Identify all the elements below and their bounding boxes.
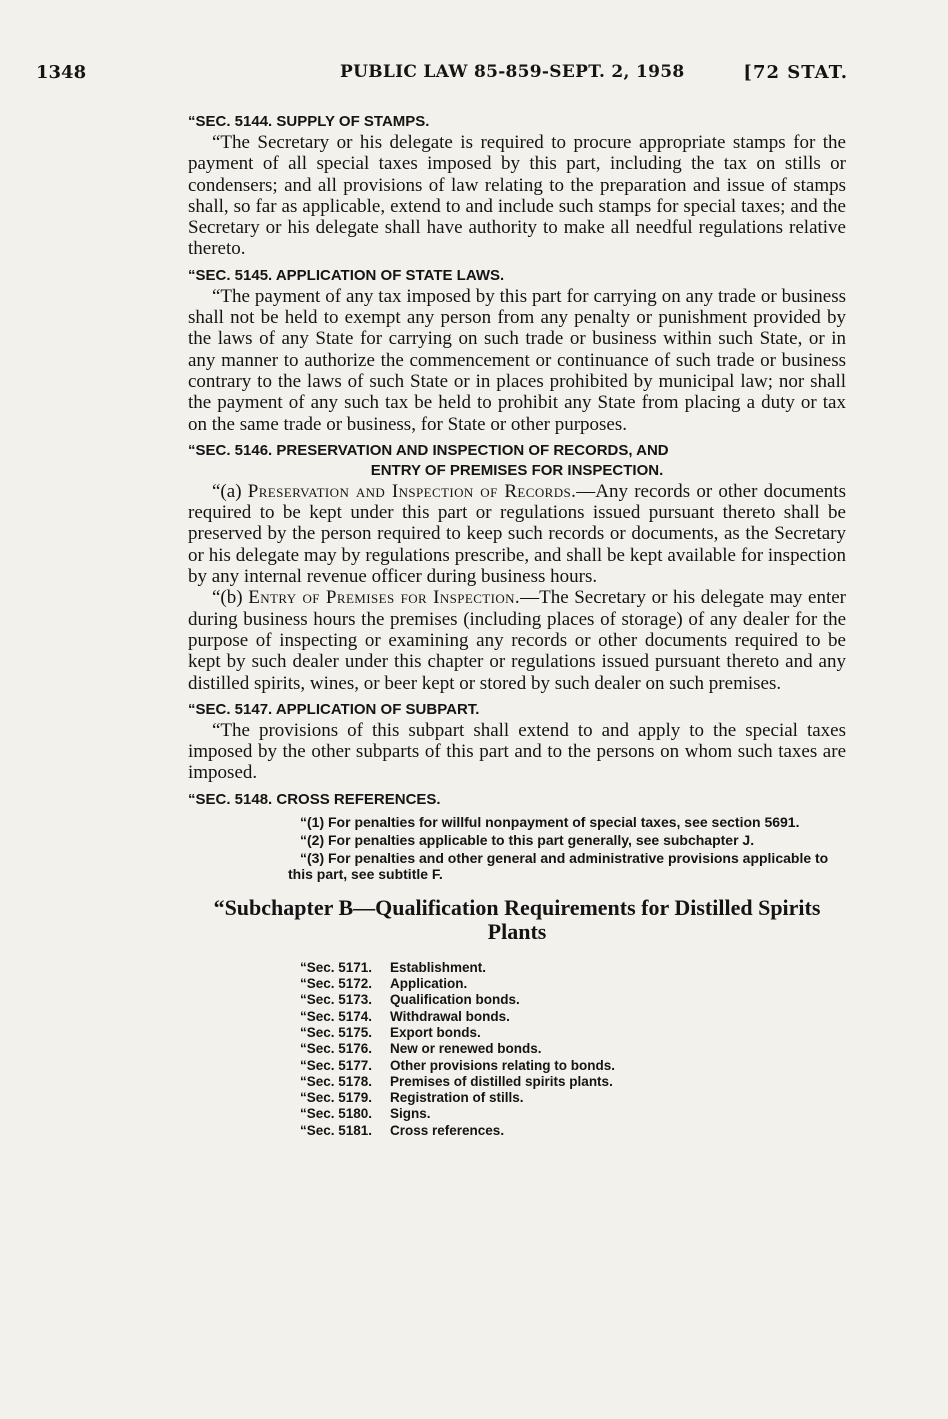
section-5145-body: “The payment of any tax imposed by this part for carrying on any trade or business shall not be held to exempt any person from any penalty or punishment provided by the laws of any State for carrying on such trade or business within such State, or in any manner to authorize the commencement or continuance of such trade or business contrary to the laws of such State or in places prohibited by municipal law; nor shall the payment of any such tax be held to prohibit any State from placing a duty or tax on the same trade or business, for State or other purposes. [188, 285, 846, 435]
section-5146-subsection-a [188, 481, 846, 587]
subsection-a-body: —Any records or other documents required to be kept under this part or regulations issued pursuant thereto shall be preserved by the person required to keep such records or documents, as the Secretary or his delegate may by regulations prescribe, and shall be kept available for inspection by any internal revenue officer during business hours. [188, 480, 846, 588]
section-5147-heading: “SEC. 5147. APPLICATION OF SUBPART. [188, 700, 480, 718]
toc-section-title: Qualification bonds. [390, 992, 520, 1008]
section-5146-heading-line1: “SEC. 5146. PRESERVATION AND INSPECTION OF RECORDS, AND [188, 441, 669, 459]
cross-reference-2: “(2) For penalties applicable to this part generally, see subchapter J. [300, 831, 755, 848]
toc-row [300, 960, 846, 976]
toc-section-number: “Sec. 5180. [300, 1106, 373, 1122]
toc-section-title: Premises of distilled spirits plants. [390, 1073, 613, 1089]
toc-row [300, 1041, 846, 1057]
toc-row [300, 1106, 846, 1122]
toc-row [300, 1123, 846, 1139]
toc-section-number: “Sec. 5179. [300, 1090, 373, 1106]
section-5146-heading [188, 441, 846, 461]
toc-section-number: “Sec. 5172. [300, 976, 373, 992]
toc-section-number: “Sec. 5178. [300, 1073, 373, 1089]
toc-row [300, 1058, 846, 1074]
section-5145-heading: “SEC. 5145. APPLICATION OF STATE LAWS. [188, 266, 505, 284]
cross-references [188, 814, 846, 882]
toc-row [300, 992, 846, 1008]
section-5147-body: “The provisions of this subpart shall extend to and apply to the special taxes imposed by the other subparts of this part and to the persons on whom such taxes are imposed. [188, 719, 846, 784]
subchapter-b-title: “Subchapter B—Qualification Requirements for Distilled Spirits Plants [213, 894, 821, 944]
cross-reference-3: “(3) For penalties and other general and administrative provisions applicable to this part, see subtitle F. [288, 849, 829, 882]
page-number: 1348 [36, 62, 87, 83]
toc-section-title: Application. [390, 976, 468, 992]
toc-row [300, 1009, 846, 1025]
toc-section-number: “Sec. 5174. [300, 1008, 373, 1024]
section-5144-heading: “SEC. 5144. SUPPLY OF STAMPS. [188, 113, 430, 130]
subchapter-table-of-contents [188, 960, 846, 1139]
toc-section-number: “Sec. 5175. [300, 1024, 373, 1040]
toc-section-number: “Sec. 5173. [300, 992, 373, 1008]
section-5146-heading-line2: ENTRY OF PREMISES FOR INSPECTION. [370, 461, 664, 479]
toc-section-number: “Sec. 5171. [300, 959, 373, 975]
toc-section-title: Export bonds. [390, 1024, 481, 1040]
toc-section-number: “Sec. 5177. [300, 1057, 373, 1073]
toc-section-title: New or renewed bonds. [390, 1041, 542, 1057]
toc-section-number: “Sec. 5181. [300, 1122, 373, 1138]
section-5146-subsection-b [188, 587, 846, 693]
cross-reference-1: “(1) For penalties for willful nonpayment of special taxes, see section 5691. [300, 813, 800, 830]
toc-section-number: “Sec. 5176. [300, 1041, 373, 1057]
toc-section-title: Other provisions relating to bonds. [390, 1057, 616, 1073]
toc-section-title: Establishment. [390, 959, 487, 975]
running-title: PUBLIC LAW 85-859-SEPT. 2, 1958 [340, 62, 685, 82]
toc-section-title: Withdrawal bonds. [390, 1008, 510, 1024]
toc-row [300, 976, 846, 992]
subsection-b-prefix: “(b) [212, 587, 249, 609]
volume-citation: [72 STAT. [743, 62, 848, 83]
toc-section-title: Signs. [390, 1106, 431, 1122]
toc-row [300, 1090, 846, 1106]
subsection-a-title: Preservation and Inspection of Records. [247, 480, 577, 502]
subsection-a-prefix: “(a) [212, 480, 248, 502]
main-text [188, 112, 846, 1139]
section-5146-heading-cont [188, 461, 846, 481]
page-header [36, 62, 848, 86]
subsection-b-title: Entry of Premises for Inspection. [248, 587, 521, 609]
toc-row [300, 1074, 846, 1090]
subsection-b-body: —The Secretary or his delegate may enter during business hours the premises (including places of storage) of any dealer for the purpose of inspecting or examining any records or other documents required to be kept by such dealer under this chapter or regulations issued pursuant thereto and any distilled spirits, wines, or beer kept or stored by such dealer on such premises. [188, 587, 847, 694]
toc-section-title: Cross references. [390, 1122, 505, 1138]
section-5148-heading: “SEC. 5148. CROSS REFERENCES. [188, 790, 441, 808]
toc-row [300, 1025, 846, 1041]
section-5144-body: “The Secretary or his delegate is required to procure appropriate stamps for the payment of all special taxes imposed by this part, including the tax on stills or condensers; and all provisions of law relating to the preparation and issue of stamps shall, so far as applicable, extend to and include such stamps for special taxes; and the Secretary or his delegate shall have authority to make all needful regulations relative thereto. [188, 132, 846, 260]
toc-section-title: Registration of stills. [390, 1090, 524, 1106]
